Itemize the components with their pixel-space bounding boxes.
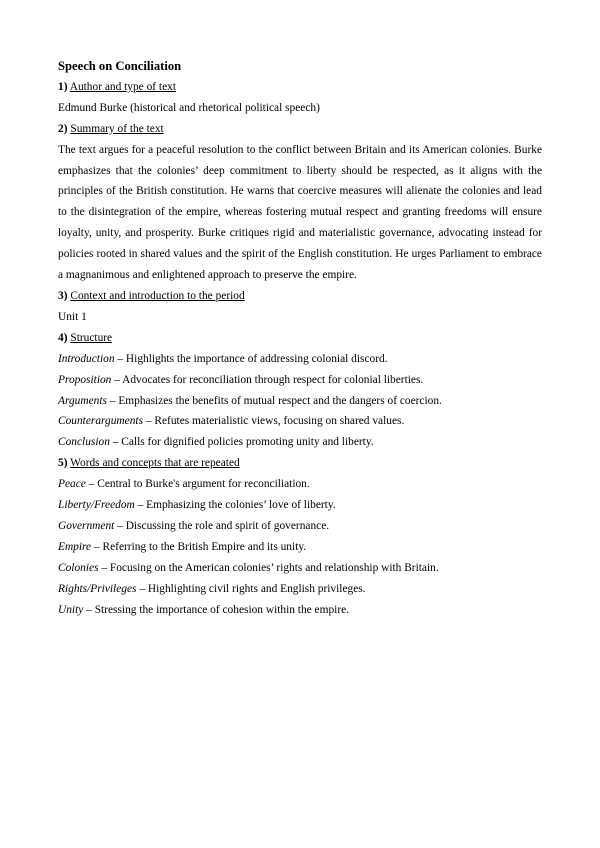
- section-number: 5): [58, 457, 68, 470]
- structure-item: [58, 370, 542, 391]
- section-number: 1): [58, 80, 68, 93]
- concept-term: Colonies: [58, 561, 99, 574]
- concept-desc: – Emphasizing the colonies’ love of liberty.: [134, 499, 336, 512]
- concept-item: [58, 537, 542, 558]
- section-words-heading: [58, 453, 542, 474]
- structure-item: [58, 349, 542, 370]
- structure-item: [58, 391, 542, 412]
- concept-item: [58, 579, 542, 600]
- structure-desc: – Emphasizes the benefits of mutual respect and the dangers of coercion.: [106, 394, 442, 407]
- concept-term: Government: [58, 519, 115, 532]
- concept-term: Empire: [58, 540, 92, 553]
- structure-desc: – Refutes materialistic views, focusing on shared values.: [143, 415, 405, 428]
- concept-term: Unity: [58, 603, 84, 616]
- structure-desc: – Highlights the importance of addressing colonial discord.: [114, 352, 388, 365]
- section-heading-text: Context and introduction to the period: [70, 289, 245, 302]
- structure-term: Proposition: [58, 373, 112, 386]
- concept-desc: – Stressing the importance of cohesion within the empire.: [83, 603, 350, 616]
- concept-term: Liberty/Freedom: [58, 499, 135, 512]
- section-structure-heading: [58, 328, 542, 349]
- concept-item: [58, 516, 542, 537]
- section-context-heading: [58, 286, 542, 307]
- structure-item: [58, 432, 542, 453]
- structure-term: Arguments: [58, 394, 107, 407]
- structure-item: [58, 411, 542, 432]
- section-heading-text: Summary of the text: [70, 122, 164, 135]
- section-author-heading: [58, 77, 542, 98]
- concept-item: [58, 600, 542, 621]
- structure-term: Conclusion: [58, 436, 110, 449]
- structure-desc: – Advocates for reconciliation through respect for colonial liberties.: [111, 373, 424, 386]
- structure-term: Counterarguments: [58, 415, 144, 428]
- structure-term: Introduction: [58, 352, 115, 365]
- section-heading-text: Structure: [70, 331, 113, 344]
- context-text: Unit 1: [58, 310, 87, 323]
- concept-item: [58, 474, 542, 495]
- concept-desc: – Highlighting civil rights and English privileges.: [136, 582, 366, 595]
- concept-term: Rights/Privileges: [58, 582, 137, 595]
- concept-desc: – Referring to the British Empire and its unity.: [91, 540, 307, 553]
- concept-desc: – Focusing on the American colonies’ rights and relationship with Britain.: [98, 561, 439, 574]
- structure-desc: – Calls for dignified policies promoting unity and liberty.: [109, 436, 374, 449]
- author-text: Edmund Burke (historical and rhetorical political speech): [58, 101, 320, 114]
- section-heading-text: Author and type of text: [69, 80, 177, 93]
- section-number: 2): [58, 122, 68, 135]
- concept-item: [58, 558, 542, 579]
- concept-desc: – Central to Burke's argument for reconciliation.: [85, 478, 310, 491]
- concept-desc: – Discussing the role and spirit of governance.: [114, 519, 330, 532]
- concept-term: Peace: [58, 478, 86, 491]
- section-summary-heading: [58, 119, 542, 140]
- document-page: [58, 56, 542, 620]
- summary-paragraph: The text argues for a peaceful resolution to the conflict between Britain and its American colonies. Burke emphasizes that the colonies’ deep commitment to liberty should be respected, as it aligns with the principles of the British constitution. He warns that coercive measures will alienate the colonies and lead to the disintegration of the empire, whereas fostering mutual respect and granting freedoms will ensure loyalty, unity, and prosperity. Burke critiques rigid and materialistic governance, advocating instead for policies rooted in shared values and the spirit of the English constitution. He urges Parliament to embrace a magnanimous and enlightened approach to preserve the empire.: [58, 143, 542, 282]
- section-heading-text: Words and concepts that are repeated: [70, 457, 240, 470]
- concept-item: [58, 495, 542, 516]
- section-number: 4): [58, 331, 68, 344]
- document-title: Speech on Conciliation: [58, 59, 182, 73]
- section-number: 3): [58, 289, 68, 302]
